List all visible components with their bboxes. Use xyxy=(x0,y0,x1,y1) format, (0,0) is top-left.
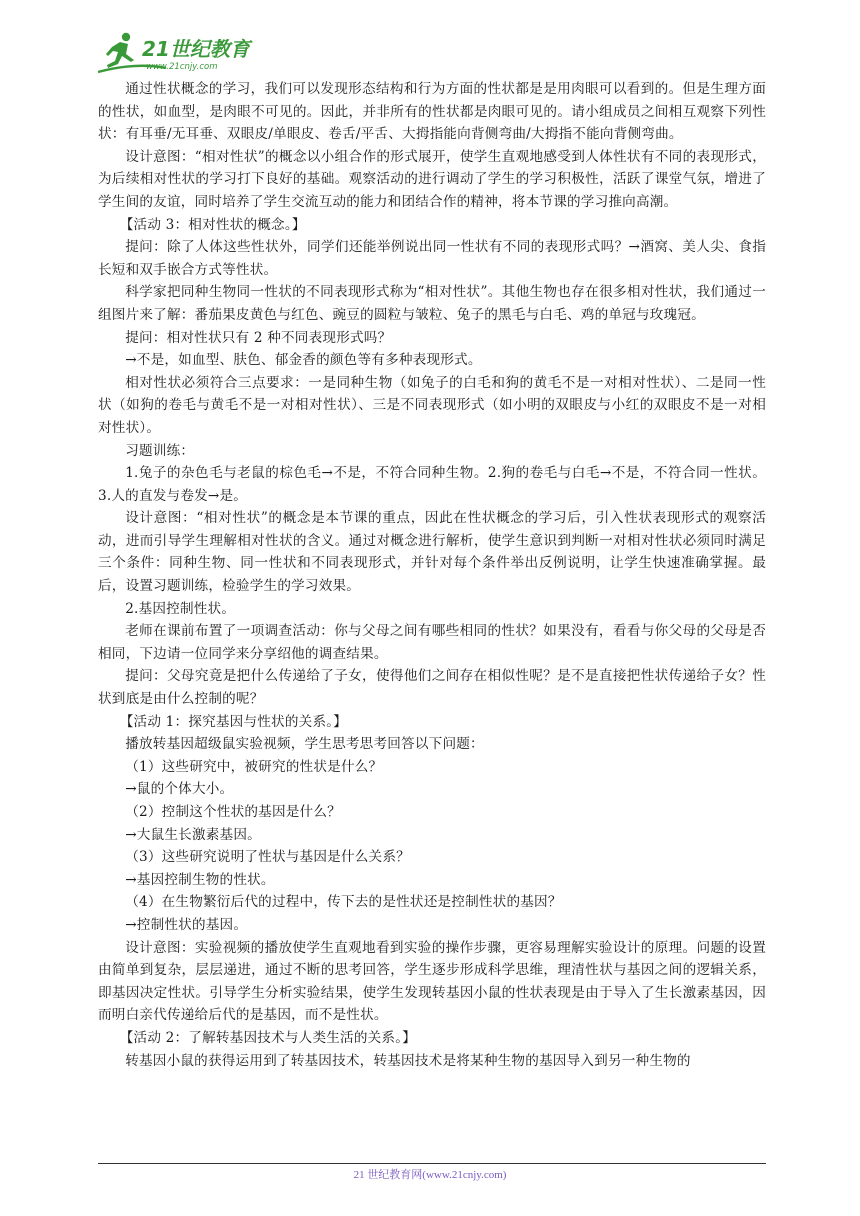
paragraph: 1.兔子的杂色毛与老鼠的棕色毛→不是，不符合同种生物。2.狗的卷毛与白毛→不是，不符合同一性状。3.人的直发与卷发→是。 xyxy=(98,465,766,504)
paragraph: 设计意图：实验视频的播放使学生直观地看到实验的操作步骤，更容易理解实验设计的原理。问题的设置由简单到复杂，层层递进，通过不断的思考回答，学生逐步形成科学思维，理清性状与基因之间的逻辑关系，即基因决定性状。引导学生分析实验结果，使学生发现转基因小鼠的性状表现是由于导入了生长激素基因，因而明白亲代传递给后代的是基因，而不是性状。 xyxy=(98,939,766,1024)
document-body xyxy=(98,78,766,1072)
svg-text:www.21cnjy.com: www.21cnjy.com xyxy=(146,62,218,72)
paragraph: 播放转基因超级鼠实验视频，学生思考思考回答以下问题： xyxy=(125,736,484,753)
paragraph: 通过性状概念的学习，我们可以发现形态结构和行为方面的性状都是是用肉眼可以看到的。但是生理方面的性状，如血型，是肉眼不可见的。因此，并非所有的性状都是肉眼可见的。请小组成员之间相互观察下列性状：有耳垂/无耳垂、双眼皮/单眼皮、卷舌/平舌、大拇指能向背侧弯曲/大拇指不能向背侧弯曲。 xyxy=(98,81,766,143)
svg-text:21世纪教育: 21世纪教育 xyxy=(142,37,250,61)
runner-logo-icon xyxy=(96,28,266,78)
paragraph: 提问：除了人体这些性状外，同学们还能举例说出同一性状有不同的表现形式吗？→酒窝、美人尖、食指长短和双手嵌合方式等性状。 xyxy=(98,239,766,278)
answer-item: →大鼠生长激素基因。 xyxy=(125,826,261,843)
answer-item: →基因控制生物的性状。 xyxy=(125,871,275,888)
paragraph: 科学家把同种生物同一性状的不同表现形式称为“相对性状”。其他生物也存在很多相对性状，我们通过一组图片来了解：番茄果皮黄色与红色、豌豆的圆粒与皱粒、兔子的黑毛与白毛、鸡的单冠与玫瑰冠。 xyxy=(98,284,766,323)
question-item: （4）在生物繁衍后代的过程中，传下去的是性状还是控制性状的基因？ xyxy=(125,894,562,911)
paragraph: 设计意图：“相对性状”的概念是本节课的重点，因此在性状概念的学习后，引入性状表现形式的观察活动，进而引导学生理解相对性状的含义。通过对概念进行解析，使学生意识到判断一对相对性状必须同时满足三个条件：同种生物、同一性状和不同表现形式，并针对每个条件举出反例说明，让学生快速准确掌握。最后，设置习题训练，检验学生的学习效果。 xyxy=(98,510,766,595)
paragraph: 相对性状必须符合三点要求：一是同种生物（如兔子的白毛和狗的黄毛不是一对相对性状）、二是同一性状（如狗的卷毛与黄毛不是一对相对性状）、三是不同表现形式（如小明的双眼皮与小红的双眼皮不是一对相对性状）。 xyxy=(98,374,766,436)
paragraph: 老师在课前布置了一项调查活动：你与父母之间有哪些相同的性状？如果没有，看看与你父母的父母是否相同，下边请一位同学来分享绍他的调查结果。 xyxy=(98,623,766,662)
question-item: （3）这些研究说明了性状与基因是什么关系？ xyxy=(125,849,410,866)
answer-item: →鼠的个体大小。 xyxy=(125,781,234,798)
question-item: （2）控制这个性状的基因是什么？ xyxy=(125,804,341,820)
activity-heading: 【活动 2：了解转基因技术与人类生活的关系。】 xyxy=(119,1029,416,1046)
paragraph: 设计意图：“相对性状”的概念以小组合作的形式展开，使学生直观地感受到人体性状有不同的表现形式，为后续相对性状的学习打下良好的基础。观察活动的进行调动了学生的学习积极性，活跃了课堂气氛，增进了学生间的友谊，同时培养了学生交流互动的能力和团结合作的精神，将本节课的学习推向高潮。 xyxy=(98,148,766,210)
page-footer: 21 世纪教育网(www.21cnjy.com) xyxy=(353,1169,507,1181)
footer-divider xyxy=(98,1163,766,1164)
site-logo xyxy=(96,28,266,78)
paragraph: 提问：相对性状只有 2 种不同表现形式吗？ xyxy=(125,329,392,346)
paragraph: 提问：父母究竟是把什么传递给了子女，使得他们之间存在相似性呢？是不是直接把性状传递给子女？性状到底是由什么控制的呢？ xyxy=(98,668,766,708)
question-item: （1）这些研究中，被研究的性状是什么？ xyxy=(125,758,383,775)
section-heading: 2.基因控制性状。 xyxy=(125,600,236,617)
paragraph: →不是，如血型、肤色、郁金香的颜色等有多种表现形式。 xyxy=(125,352,482,369)
activity-heading: 【活动 3：相对性状的概念。】 xyxy=(119,216,306,233)
paragraph: 转基因小鼠的获得运用到了转基因技术，转基因技术是将某种生物的基因导入到另一种生物的 xyxy=(125,1052,691,1069)
paragraph: 习题训练： xyxy=(125,442,195,459)
activity-heading: 【活动 1：探究基因与性状的关系。】 xyxy=(119,713,348,730)
answer-item: →控制性状的基因。 xyxy=(125,916,248,933)
